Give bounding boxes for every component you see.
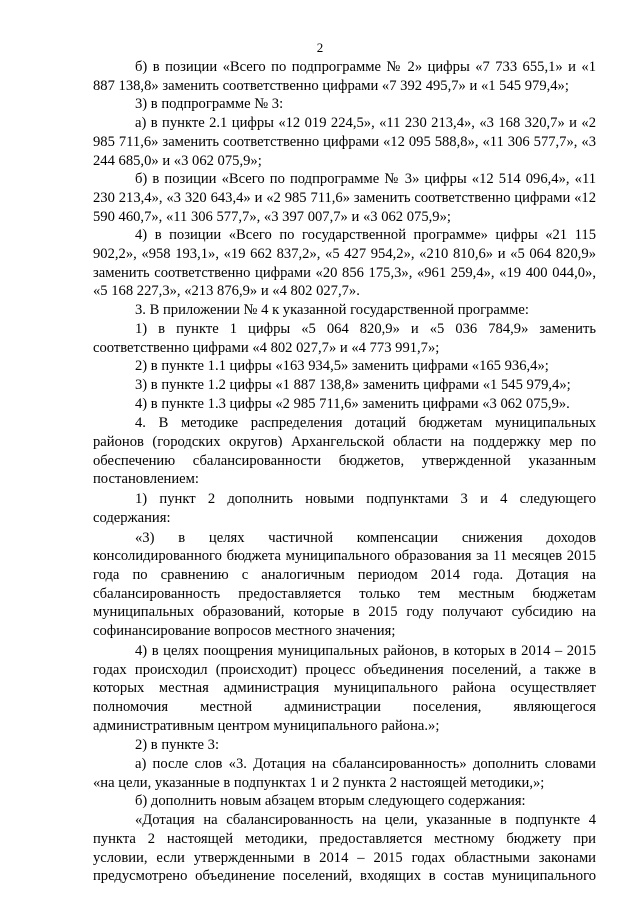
paragraph-appendix-point-1-2: 3) в пункте 1.2 цифры «1 887 138,8» заменить цифрами «1 545 979,4»; xyxy=(135,376,571,393)
page-number: 2 xyxy=(316,40,324,55)
document-body xyxy=(93,58,596,886)
paragraph-a-point-2-1: а) в пункте 2.1 цифры «12 019 224,5», «11 230 213,4», «3 168 320,7» и «2 985 711,6» заменить соответственно цифрами «12 095 588,8», «11 306 577,7», «3 244 685,0» и «3 062 075,9»; xyxy=(93,115,596,169)
paragraph-quoted-addition: «Дотация на сбалансированность на цели, указанные в подпункте 4 пункта 2 настоящей методики, предоставляется местному бюджету при условии, если утвержденными в 2014 – 2015 годах областными законами предусмотрено объединение поселений, входящих в состав муниципального xyxy=(93,812,596,885)
paragraph-4-program-total: 4) в позиции «Всего по государственной программе» цифры «21 115 902,2», «958 193,1», «19 662 837,2», «5 427 954,2», «210 810,6» и «5 064 820,9» заменить соответственно цифрами «20 856 175,3», «961 259,4», «19 400 044,0», «5 168 227,3», «213 876,9» и «4 802 027,7». xyxy=(93,227,596,300)
paragraph-b-subprogram-3-total: б) в позиции «Всего по подпрограмме № 3» цифры «12 514 096,4», «11 230 213,4», «3 320 643,4» и «2 985 711,6» заменить соответственно цифрами «12 590 460,7», «11 306 577,7», «3 397 007,7» и «3 062 075,9»; xyxy=(93,171,596,225)
paragraph-subprogram-3: 3) в подпрограмме № 3: xyxy=(135,96,284,113)
paragraph-subpoint-4: 4) в целях поощрения муниципальных районов, в которых в 2014 – 2015 годах происходил (происходит) процесс объединения поселений, а также в которых местная администрация муниципального района осуществляет полномочия местной администрации поселения, являющегося административным центром муниципального района.»; xyxy=(93,642,596,734)
paragraph-point-3-a: а) после слов «3. Дотация на сбалансированность» дополнить словами «на цели, указанные в подпунктах 1 и 2 пункта 2 настоящей методики,»; xyxy=(93,756,596,791)
paragraph-point-3: 2) в пункте 3: xyxy=(135,737,220,754)
paragraph-subpoint-3: «3) в целях частичной компенсации снижения доходов консолидированного бюджета муниципального образования за 11 месяцев 2015 года по сравнению с аналогичным периодом 2014 года. Дотация на сбалансированность предоставляется только тем местным бюджетам муниципальных образований, которые в 2015 году получают субсидию на софинансирование вопросов местного значения; xyxy=(93,529,596,640)
paragraph-b-subprogram-2-total: б) в позиции «Всего по подпрограмме № 2» цифры «7 733 655,1» и «1 887 138,8» заменить соответственно цифрами «7 392 495,7» и «1 545 979,4»; xyxy=(93,59,596,94)
paragraph-methodology: 4. В методике распределения дотаций бюджетам муниципальных районов (городских округов) Архангельской области на поддержку мер по обеспечению сбалансированности бюджетов, утвержденной указанным постановлением: xyxy=(93,415,596,488)
paragraph-appendix-point-1-1: 2) в пункте 1.1 цифры «163 934,5» заменить цифрами «165 936,4»; xyxy=(135,358,549,375)
paragraph-appendix-point-1-3: 4) в пункте 1.3 цифры «2 985 711,6» заменить цифрами «3 062 075,9». xyxy=(135,395,570,412)
paragraph-point-2-addition: 1) пункт 2 дополнить новыми подпунктами 3 и 4 следующего содержания: xyxy=(93,491,596,526)
paragraph-appendix-4: 3. В приложении № 4 к указанной государственной программе: xyxy=(135,302,529,319)
paragraph-point-3-b: б) дополнить новым абзацем вторым следующего содержания: xyxy=(135,793,526,810)
paragraph-appendix-point-1: 1) в пункте 1 цифры «5 064 820,9» и «5 036 784,9» заменить соответственно цифрами «4 802 027,7» и «4 773 991,7»; xyxy=(93,320,596,356)
